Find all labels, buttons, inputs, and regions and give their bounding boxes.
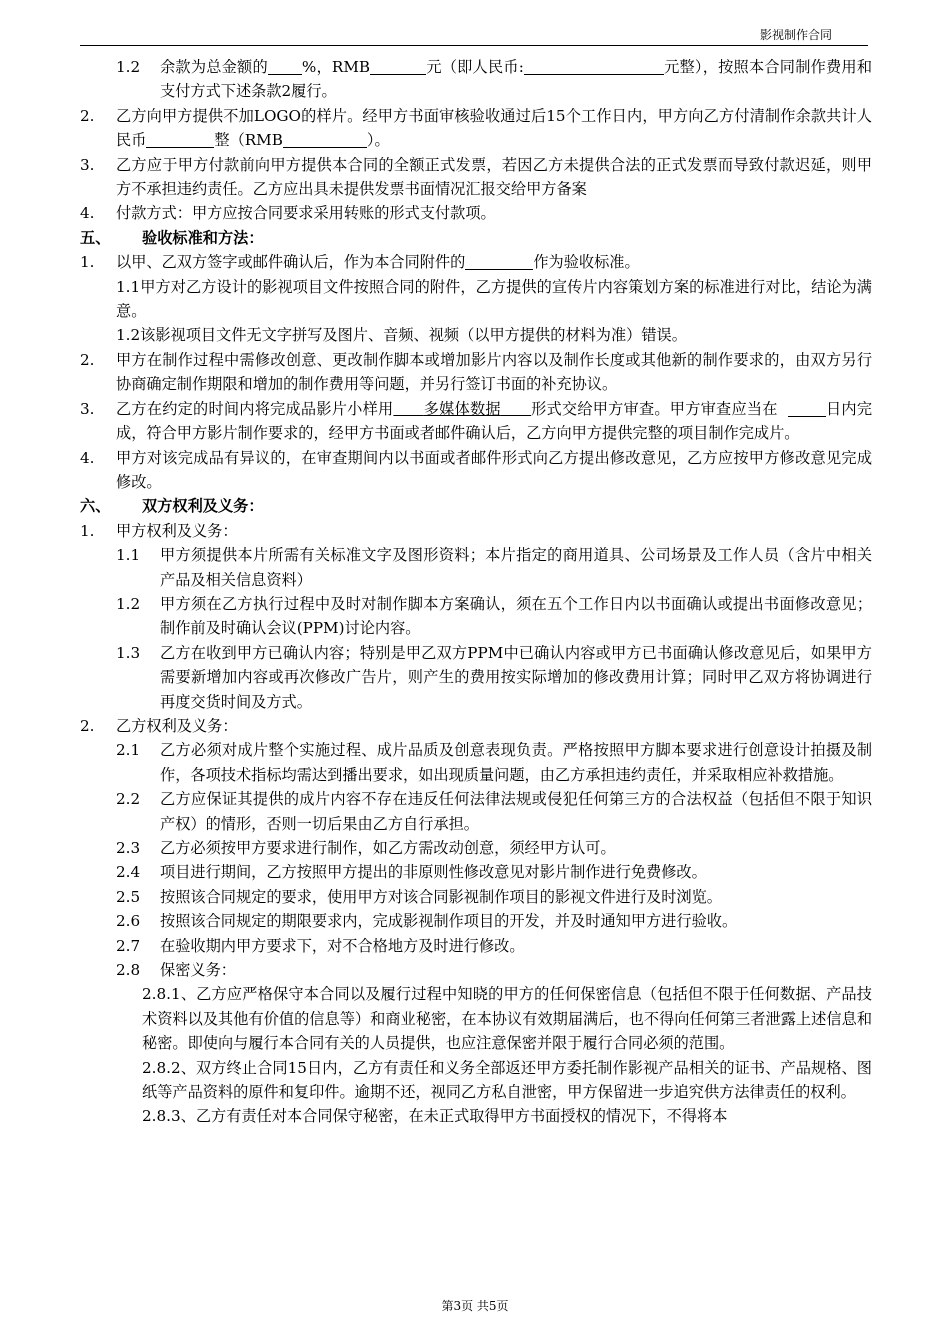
clause-2-8-1: 2.8.1、乙方应严格保守本合同以及履行过程中知晓的甲方的任何保密信息（包括但不限于任何数据、产品技术资料以及其他有价值的信息等）和商业秘密，在本协议有效期届满后，也不得向任何第三者泄露上述信息和秘密。即使向与履行本合同有关的人员提供，也应注意保密并限于履行合同必须的范围。 — [142, 985, 872, 1053]
rmb-words-blank — [524, 56, 664, 75]
clause-4-payment: 4. 付款方式：甲方应按合同要求采用转账的形式支付款项。 — [80, 204, 496, 223]
clause-6-1-2: 1.2 甲方须在乙方执行过程中及时对制作脚本方案确认，须在五个工作日内以书面确认或提出书面修改意见；制作前及时确认会议(PPM)讨论内容。 — [116, 594, 872, 638]
amount-blank — [146, 129, 214, 148]
attachment-blank — [465, 251, 533, 270]
clause-5-1-2: 1.2该影视项目文件无文字拼写及图片、音频、视频（以甲方提供的材料为准）错误。 — [116, 326, 687, 345]
running-header: 影视制作合同 — [759, 28, 832, 42]
underlined-format: 多媒体数据 — [423, 399, 501, 418]
clause-2-sample: 2. 乙方向甲方提供不加LOGO的样片。经甲方书面审核验收通过后15个工作日内，甲方向乙方付清制作余款共计人民币 整（RMB ）。 — [80, 106, 872, 150]
clause-6-2-4: 2.4 项目进行期间，乙方按照甲方提出的非原则性修改意见对影片制作进行免费修改。 — [116, 863, 707, 882]
clause-6-2-7: 2.7 在验收期内甲方要求下，对不合格地方及时进行修改。 — [116, 936, 525, 955]
clause-3-invoice: 3. 乙方应于甲方付款前向甲方提供本合同的全额正式发票，若因乙方未提供合法的正式发票而导致付款迟延，则甲方不承担违约责任。乙方应出具未提供发票书面情况汇报交给甲方备案 — [80, 155, 872, 199]
rmb-amount-blank — [283, 129, 367, 148]
page-number: 第3页 共5页 — [441, 1299, 509, 1313]
clause-6-2-2: 2.2 乙方应保证其提供的成片内容不存在违反任何法律法规或侵犯任何第三方的合法权益（包括但不限于知识产权）的情形，否则一切后果由乙方自行承担。 — [116, 790, 872, 833]
clause-6-1: 1. 甲方权利及义务： — [80, 521, 238, 540]
clause-5-4: 4. 甲方对该完成品有异议的，在审查期间内以书面或者邮件形式向乙方提出修改意见，乙方应按甲方修改意见完成修改。 — [80, 448, 872, 491]
clause-6-2: 2. 乙方权利及义务： — [80, 716, 238, 735]
clause-6-2-8: 2.8 保密义务： — [116, 961, 236, 980]
clause-6-2-3: 2.3 乙方必须按甲方要求进行制作，如乙方需改动创意，须经甲方认可。 — [116, 839, 616, 857]
days-blank — [788, 398, 826, 417]
clause-6-1-1: 1.1 甲方须提供本片所需有关标准文字及图形资料；本片指定的商用道具、公司场景及工作人员（含片中相关产品及相关信息资料） — [116, 546, 872, 589]
clause-5-1: 1. 以甲、乙双方签字或邮件确认后，作为本合同附件的 作为验收标准。 — [80, 253, 640, 272]
clause-2-8-2: 2.8.2、双方终止合同15日内，乙方有责任和义务全部返还甲方委托制作影视产品相关的证书、产品规格、图纸等产品资料的原件和复印件。逾期不还，视同乙方私自泄密，甲方保留进一步追究供方法律责任的权利。 — [142, 1058, 872, 1102]
clause-6-1-3: 1.3 乙方在收到甲方已确认内容；特别是甲乙双方PPM中已确认内容或甲方已书面确认修改意见后，如果甲方需要新增加内容或再次修改广告片，则产生的费用按实际增加的修改费用计算；同时甲乙双方将协调进行再度交货时间及方式。 — [116, 643, 872, 711]
clause-6-2-6: 2.6 按照该合同规定的期限要求内，完成影视制作项目的开发，并及时通知甲方进行验收。 — [116, 912, 738, 931]
clause-number: 1.2 — [116, 58, 141, 76]
clause-1-2-balance: 1.2 余款为总金额的 %，RMB 元（即人民币: 元整），按照本合同制作费用和支付方式下述条款2履行。 — [80, 55, 872, 104]
rmb-blank — [370, 56, 426, 75]
clause-5-3: 3. 乙方在约定的时间内将完成品影片小样用 多媒体数据 形式交给甲方审查。甲方审查应当在 日内完成，符合甲方影片制作要求的，经甲方书面或者邮件确认后，乙方向甲方提供完整的项目制作完成片。 — [80, 399, 873, 443]
contract-body — [80, 55, 872, 1129]
header-rule — [80, 45, 868, 46]
section-6-heading: 六、 双方权利及义务： — [80, 497, 264, 516]
clause-5-1-1: 1.1甲方对乙方设计的影视项目文件按照合同的附件，乙方提供的宣传片内容策划方案的标准进行对比，结论为满意。 — [116, 277, 872, 321]
percent-blank — [268, 56, 302, 75]
clause-2-8-3: 2.8.3、乙方有责任对本合同保守秘密，在未正式取得甲方书面授权的情况下，不得将本 — [142, 1107, 728, 1126]
clause-6-2-5: 2.5 按照该合同规定的要求，使用甲方对该合同影视制作项目的影视文件进行及时浏览。 — [116, 887, 722, 906]
section-5-heading: 五、 验收标准和方法： — [80, 228, 264, 247]
clause-5-2: 2. 甲方在制作过程中需修改创意、更改制作脚本或增加影片内容以及制作长度或其他新的制作要求的，由双方另行协商确定制作期限和增加的制作费用等问题，并另行签订书面的补充协议。 — [80, 350, 872, 394]
clause-6-2-1: 2.1 乙方必须对成片整个实施过程、成片品质及创意表现负责。严格按照甲方脚本要求进行创意设计拍摄及制作，各项技术指标均需达到播出要求，如出现质量问题，由乙方承担违约责任，并采取相应补救措施。 — [116, 741, 872, 784]
